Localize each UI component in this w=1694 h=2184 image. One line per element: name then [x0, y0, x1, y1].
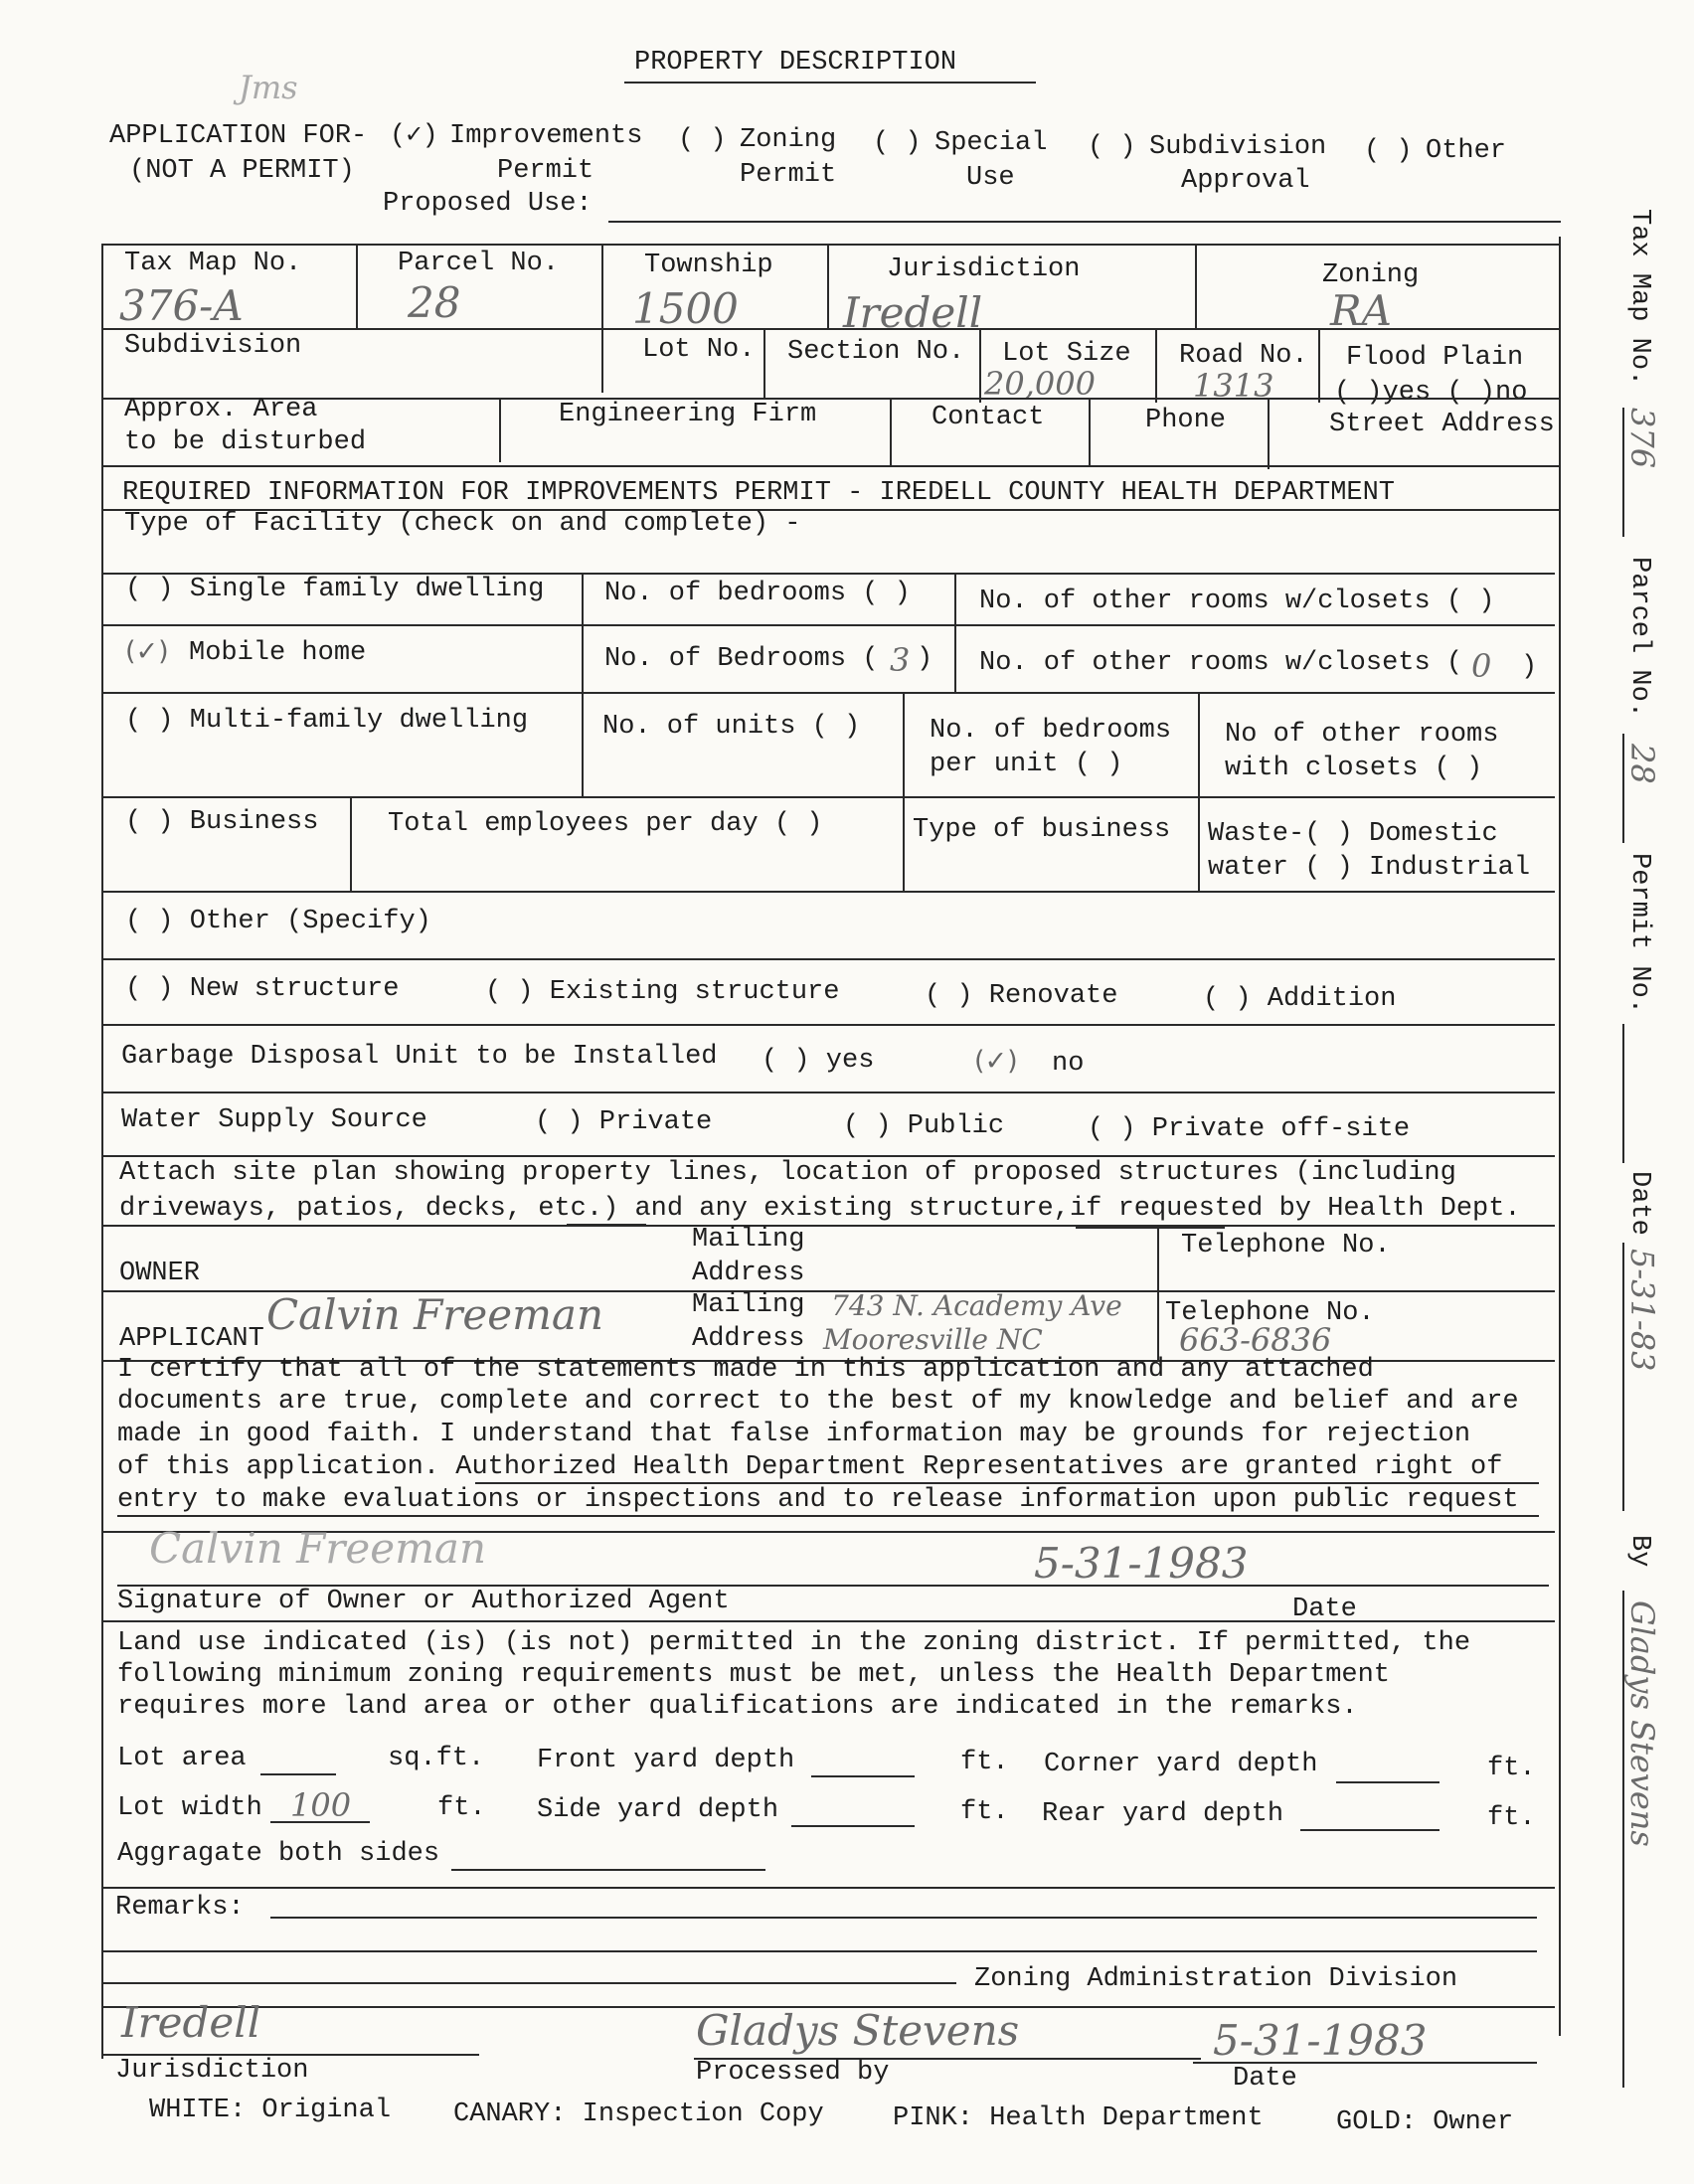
mobile-bedrooms: No. of Bedrooms ( [604, 644, 879, 674]
copy-white: WHITE: Original [149, 2096, 392, 2125]
corner-yard-field[interactable] [1336, 1781, 1440, 1783]
option-subdivision-mark[interactable]: ( ) [1088, 132, 1136, 162]
stamp-mark: Jms [239, 69, 298, 106]
applicant-address-1[interactable]: 743 N. Academy Ave [831, 1289, 1122, 1322]
garbage-no-mark[interactable]: (✓) [974, 1046, 1018, 1077]
existing-structure-option[interactable]: ( ) Existing structure [485, 977, 840, 1007]
zoning-admin-label: Zoning Administration Division [974, 1964, 1458, 1994]
side-date-value[interactable]: 5-31-83 [1623, 1249, 1661, 1372]
street-address-label: Street Address [1329, 410, 1555, 439]
parcel-label: Parcel No. [398, 249, 560, 278]
side-parcel-label: Parcel No. [1624, 557, 1654, 719]
addition-option[interactable]: ( ) Addition [1203, 984, 1397, 1014]
tax-map-value[interactable]: 376-A [119, 281, 244, 330]
lot-size-label: Lot Size [1002, 339, 1131, 369]
single-bedrooms[interactable]: No. of bedrooms ( ) [604, 579, 911, 608]
option-improvements-mark[interactable]: (✓) [390, 121, 438, 151]
land-use-line-1: Land use indicated (is) (is not) permitted in the zoning district. If permitted, the [117, 1628, 1471, 1658]
multi-other-2[interactable]: with closets ( ) [1225, 754, 1483, 783]
page-title: PROPERTY DESCRIPTION [634, 48, 957, 78]
bottom-date-label: Date [1233, 2064, 1297, 2094]
required-info-header: REQUIRED INFORMATION FOR IMPROVEMENTS PERMIT - IREDELL COUNTY HEALTH DEPARTMENT [122, 478, 1396, 508]
zoning-value[interactable]: RA [1330, 286, 1392, 335]
land-use-line-2: following minimum zoning requirements must be met, unless the Health Department [117, 1660, 1391, 1690]
option-zoning-mark[interactable]: ( ) [678, 125, 727, 155]
remarks-line-1[interactable] [270, 1917, 1537, 1919]
business-employees[interactable]: Total employees per day ( ) [388, 809, 823, 839]
bottom-jurisdiction-label: Jurisdiction [115, 2056, 309, 2086]
bottom-date-value[interactable]: 5-31-1983 [1213, 2016, 1428, 2065]
option-special-mark[interactable]: ( ) [873, 128, 922, 158]
side-parcel-value[interactable]: 28 [1623, 744, 1661, 784]
side-permit-field[interactable] [1622, 1024, 1624, 1163]
rear-yard-field[interactable] [1300, 1829, 1440, 1831]
processed-by-label: Processed by [696, 2058, 890, 2088]
side-date-label: Date [1624, 1171, 1654, 1236]
lot-width-value[interactable]: 100 [290, 1786, 352, 1824]
water-supply-label: Water Supply Source [121, 1105, 427, 1135]
mobile-rooms-paren: ) [917, 644, 933, 674]
owner-label: OWNER [119, 1259, 201, 1288]
garbage-no-label: no [1052, 1049, 1085, 1079]
front-yard-label: Front yard depth [537, 1746, 795, 1775]
multi-bedrooms-2[interactable]: per unit ( ) [930, 750, 1123, 779]
garbage-label: Garbage Disposal Unit to be Installed [121, 1042, 718, 1072]
business-type: Type of business [913, 815, 1171, 845]
owner-mailing-2: Address [692, 1259, 805, 1288]
application-label: APPLICATION FOR- [109, 121, 368, 151]
front-yard-field[interactable] [811, 1775, 915, 1777]
mobile-rooms-paren2: ) [1521, 652, 1538, 682]
certify-line-2: documents are true, complete and correct to the best of my knowledge and belief and are [117, 1387, 1519, 1417]
side-by-label: By [1624, 1535, 1654, 1568]
option-zoning-label: Zoning [740, 125, 837, 155]
attach-site-plan-1: Attach site plan showing property lines, location of proposed structures (including [119, 1158, 1456, 1188]
type-facility-label: Type of Facility (check on and complete) - [124, 509, 801, 539]
renovate-option[interactable]: ( ) Renovate [925, 981, 1118, 1011]
business-option[interactable]: ( ) Business [125, 807, 319, 837]
multi-other-1: No of other rooms [1225, 720, 1499, 750]
lot-no-label: Lot No. [642, 335, 756, 365]
applicant-telephone-value[interactable]: 663-6836 [1179, 1321, 1332, 1359]
signature-date-label: Date [1292, 1595, 1357, 1624]
mobile-home-label: Mobile home [189, 638, 367, 668]
option-other-mark[interactable]: ( ) [1364, 136, 1413, 166]
signature-date-value[interactable]: 5-31-1983 [1034, 1539, 1249, 1588]
side-by-signature[interactable]: Gladys Stevens [1623, 1600, 1661, 1847]
parcel-value[interactable]: 28 [408, 278, 461, 327]
waste-industrial[interactable]: water ( ) Industrial [1208, 853, 1531, 883]
subdivision-label: Subdivision [124, 331, 302, 361]
owner-telephone-label: Telephone No. [1181, 1231, 1391, 1260]
lot-area-field[interactable] [260, 1773, 336, 1775]
option-special-label: Special [934, 128, 1048, 158]
owner-mailing-1: Mailing [692, 1225, 805, 1255]
multi-bedrooms-1: No. of bedrooms [930, 716, 1172, 746]
copy-pink: PINK: Health Department [893, 2103, 1264, 2133]
side-tax-map-value[interactable]: 376 [1623, 408, 1661, 469]
signature-label: Signature of Owner or Authorized Agent [117, 1587, 730, 1616]
phone-label: Phone [1145, 406, 1227, 435]
applicant-name[interactable]: Calvin Freeman [266, 1290, 604, 1339]
approx-area-label2: to be disturbed [124, 427, 367, 457]
approx-area-label: Approx. Area [124, 395, 318, 424]
applicant-mailing-2: Address [692, 1324, 805, 1354]
attach-site-plan-2: driveways, patios, decks, etc.) and any existing structure,if requested by Health Dept. [119, 1194, 1521, 1224]
township-value[interactable]: 1500 [632, 284, 739, 333]
zoning-label: Zoning [1322, 260, 1420, 290]
remarks-line-2[interactable] [101, 1950, 1537, 1952]
application-sublabel: (NOT A PERMIT) [129, 156, 355, 186]
corner-yard-unit: ft. [1487, 1754, 1536, 1783]
multi-units[interactable]: No. of units ( ) [602, 712, 861, 742]
rear-yard-unit: ft. [1487, 1803, 1536, 1833]
option-other-label: Other [1426, 136, 1507, 166]
side-yard-unit: ft. [960, 1797, 1009, 1827]
bottom-jurisdiction-value[interactable]: Iredell [121, 1998, 261, 2047]
side-yard-label: Side yard depth [537, 1795, 779, 1825]
aggregate-label: Aggragate both sides [117, 1839, 440, 1869]
option-improvements-label: Improvements [449, 121, 643, 151]
mobile-rooms-value[interactable]: 0 [1471, 647, 1492, 685]
flood-plain-options[interactable]: ( )yes ( )no [1334, 378, 1528, 408]
water-public-option[interactable]: ( ) Public [843, 1111, 1005, 1141]
mobile-bedrooms-value[interactable]: 3 [890, 641, 911, 679]
copy-canary: CANARY: Inspection Copy [453, 2100, 824, 2129]
land-use-line-3: requires more land area or other qualifications are indicated in the remarks. [117, 1692, 1358, 1722]
applicant-mailing-1: Mailing [692, 1290, 805, 1320]
applicant-address-2[interactable]: Mooresville NC [823, 1323, 1043, 1356]
certify-line-5: entry to make evaluations or inspections and to release information upon public request [117, 1485, 1519, 1515]
section-no-label: Section No. [787, 337, 965, 367]
road-no-label: Road No. [1179, 341, 1308, 371]
tax-map-label: Tax Map No. [124, 249, 302, 278]
garbage-yes-option[interactable]: ( ) yes [762, 1046, 875, 1076]
other-specify-option[interactable]: ( ) Other (Specify) [125, 907, 431, 936]
proposed-use-label: Proposed Use: [383, 189, 593, 219]
contact-label: Contact [932, 403, 1045, 432]
copy-gold: GOLD: Owner [1336, 2107, 1514, 2137]
option-improvements-sub: Permit [497, 156, 594, 186]
lot-area-unit: sq.ft. [388, 1744, 485, 1773]
certify-line-4: of this application. Authorized Health Department Representatives are granted right of [117, 1452, 1503, 1482]
mobile-home-mark[interactable]: (✓) [125, 636, 169, 667]
proposed-use-line[interactable] [608, 221, 1561, 223]
side-tax-map-label: Tax Map No. [1624, 209, 1654, 387]
water-offsite-option[interactable]: ( ) Private off-site [1088, 1114, 1411, 1144]
remarks-label: Remarks: [115, 1893, 245, 1923]
township-label: Township [644, 251, 773, 280]
road-no-value[interactable]: 1313 [1193, 367, 1274, 405]
side-permit-label: Permit No. [1624, 853, 1654, 1015]
multi-family-option[interactable]: ( ) Multi-family dwelling [125, 706, 529, 736]
option-subdivision-label: Subdivision [1149, 132, 1327, 162]
lot-width-unit: ft. [437, 1793, 486, 1823]
aggregate-field[interactable] [451, 1869, 765, 1871]
single-rooms[interactable]: No. of other rooms w/closets ( ) [979, 587, 1495, 616]
flood-plain-label: Flood Plain [1346, 343, 1524, 373]
front-yard-unit: ft. [960, 1748, 1009, 1777]
lot-size-value[interactable]: 20,000 [984, 365, 1096, 403]
side-yard-field[interactable] [791, 1825, 915, 1827]
owner-signature[interactable]: Calvin Freeman [149, 1524, 487, 1573]
certify-line-3: made in good faith. I understand that false information may be grounds for rejection [117, 1420, 1471, 1449]
waste-domestic[interactable]: Waste-( ) Domestic [1208, 819, 1498, 849]
single-family-option[interactable]: ( ) Single family dwelling [125, 575, 545, 604]
new-structure-option[interactable]: ( ) New structure [125, 974, 400, 1004]
option-special-sub: Use [966, 163, 1015, 193]
lot-width-label: Lot width [117, 1793, 262, 1823]
mobile-rooms: No. of other rooms w/closets ( [979, 648, 1463, 678]
applicant-telephone-label: Telephone No. [1165, 1298, 1375, 1328]
option-zoning-sub: Permit [740, 160, 837, 190]
processed-by-signature[interactable]: Gladys Stevens [696, 2006, 1020, 2055]
engineering-firm-label: Engineering Firm [559, 400, 817, 429]
applicant-label: APPLICANT [119, 1324, 264, 1354]
rear-yard-label: Rear yard depth [1042, 1799, 1284, 1829]
jurisdiction-label: Jurisdiction [887, 254, 1081, 284]
lot-area-label: Lot area [117, 1744, 247, 1773]
corner-yard-label: Corner yard depth [1044, 1750, 1318, 1779]
option-subdivision-sub: Approval [1181, 166, 1310, 196]
water-private-option[interactable]: ( ) Private [535, 1107, 713, 1137]
certify-line-1: I certify that all of the statements made in this application and any attached [117, 1355, 1374, 1385]
jurisdiction-value[interactable]: Iredell [843, 288, 983, 337]
